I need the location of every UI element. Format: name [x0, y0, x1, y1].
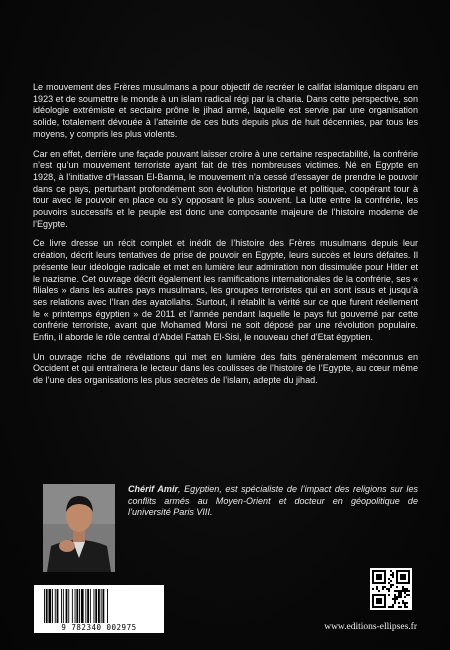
- author-bio: [128, 484, 418, 519]
- qr-code-icon[interactable]: [370, 568, 412, 610]
- summary-paragraph-4: Un ouvrage riche de révélations qui met en lumière des faits généralement méconnus en Occident et qui entraînera le lecteur dans les coulisses de l’histoire de l’Egypte, au cœur même de l’une des organisations les plus secrètes de l’islam, adepte du jihad.: [33, 351, 418, 386]
- isbn-number: 9 782340 002975: [61, 623, 137, 632]
- author-bio-text: , Egyptien, est spécialiste de l’impact des religions sur les conflits armés au Moyen-Orient et docteur en géopolitique de l’université Paris VIII.: [128, 484, 418, 518]
- summary-paragraph-2: Car en effet, derrière une façade pouvant laisser croire à une certaine respectabilité, la confrérie n’est qu’un mouvement terroriste ayant fait de très nombreuses victimes. Né en Egypte en 1928, à l’initiative d’Hassan El-Banna, le mouvement n’a cessé d’essayer de prendre le pouvoir dans ce pays, perturbant profondément son évolution historique et politique, coopérant tour à tour avec le pouvoir en place ou s’y opposant le plus souvent. La lutte entre la confrérie, les pouvoirs successifs et le peuple est donc une composante majeure de l’histoire moderne de l’Egypte.: [33, 148, 418, 229]
- publisher-website[interactable]: www.editions-ellipses.fr: [324, 622, 417, 632]
- author-photo: [43, 484, 115, 572]
- author-name: Chérif Amir: [128, 484, 179, 494]
- barcode-icon: [34, 585, 164, 633]
- summary-text: [33, 82, 418, 395]
- summary-paragraph-1: Le mouvement des Frères musulmans a pour objectif de recréer le califat islamique disparu en 1923 et de soumettre le monde à un islam radical régi par la charia. Dans cette perspective, son idéologie extrémiste et sectaire prône le jihad armé, laquelle est servie par une organisation solide, totalement dévouée à l’atteinte de ces buts depuis plus de huit décennies, par tous les moyens, y compris les plus violents.: [33, 82, 418, 139]
- summary-paragraph-3: Ce livre dresse un récit complet et inédit de l’histoire des Frères musulmans depuis leur création, décrit leurs tentatives de prise de pouvoir en Egypte, leurs succès et leurs défaites. Il présente leur idéologie radicale et met en lumière leur admiration non dissimulée pour Hitler et le nazisme. Cet ouvrage décrit également les ramifications internationales de la confrérie, ses « filiales » dans les autres pays musulmans, les groupes terroristes qui en sont issus et jusqu’à ses relations avec l’Iran des ayatollahs. Surtout, il rétablit la vérité sur ce que furent réellement le « printemps égyptien » de 2011 et l’année pendant laquelle le pays fut gouverné par cette confrérie terroriste, avant que Mohamed Morsi ne soit déposé par une révolution populaire. Enfin, il aborde le rôle central d’Abdel Fattah El-Sisi, le nouveau chef d’Etat égyptien.: [33, 238, 418, 343]
